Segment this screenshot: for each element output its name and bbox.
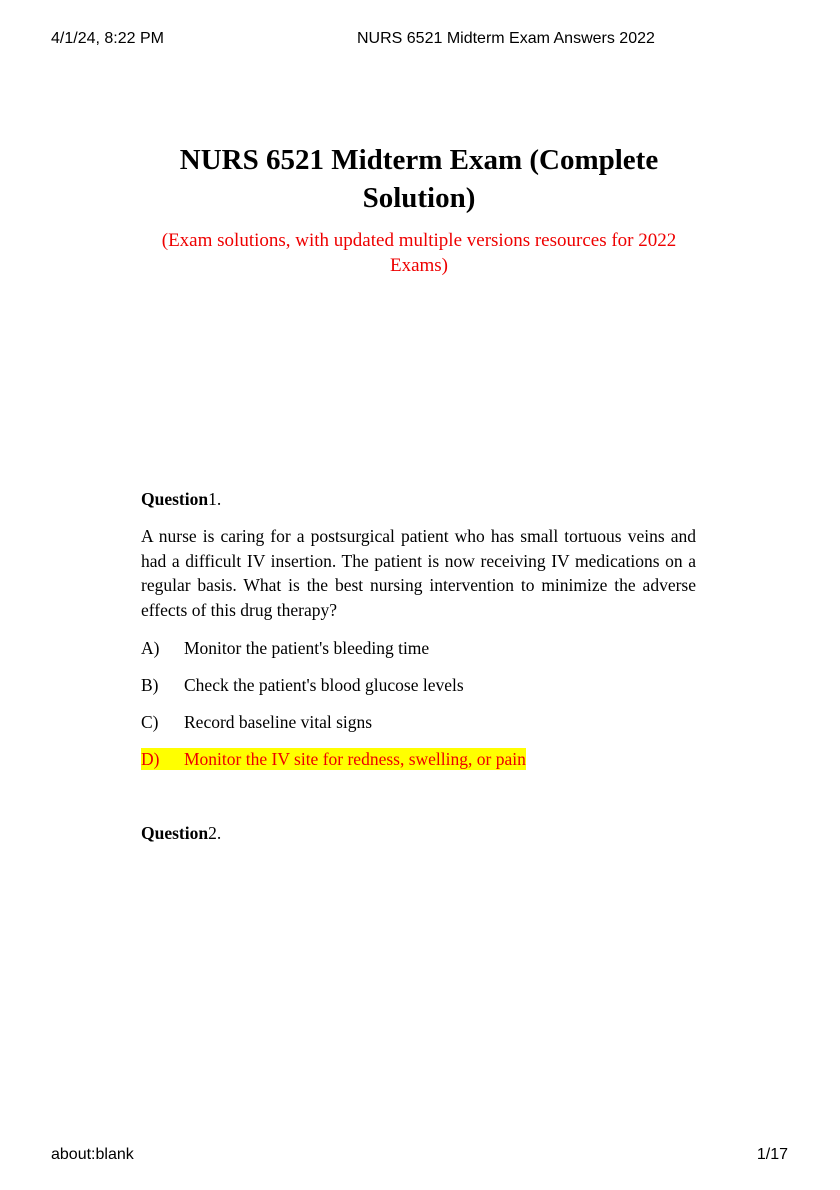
option-text: Monitor the IV site for redness, swelling, or pain bbox=[184, 749, 526, 769]
question-1-option-c bbox=[141, 711, 372, 733]
page-title: NURS 6521 Midterm Exam (Complete Solution) bbox=[179, 144, 659, 214]
print-footer-page-number: 1/17 bbox=[756, 1146, 788, 1163]
option-letter: C) bbox=[141, 712, 159, 732]
question-1-heading: Question1. bbox=[141, 489, 222, 509]
question-number: 1 bbox=[208, 489, 217, 509]
question-1-option-a bbox=[141, 637, 429, 659]
option-letter: D) bbox=[141, 749, 160, 769]
question-label: Question bbox=[141, 823, 209, 843]
question-number: 2 bbox=[208, 823, 217, 843]
option-letter: A) bbox=[141, 638, 160, 658]
question-1-option-b bbox=[141, 674, 464, 696]
print-header-title: NURS 6521 Midterm Exam Answers 2022 bbox=[357, 30, 655, 47]
option-text: Record baseline vital signs bbox=[184, 712, 373, 732]
print-footer-url: about:blank bbox=[51, 1146, 134, 1163]
question-1-option-d-correct-answer bbox=[141, 748, 526, 770]
question-2-heading: Question2. bbox=[141, 823, 222, 843]
option-text: Check the patient's blood glucose levels bbox=[184, 675, 464, 695]
option-letter: B) bbox=[141, 675, 159, 695]
question-1-text: A nurse is caring for a postsurgical patient who has small tortuous veins and had a difficult IV insertion. The patient is now receiving IV medications on a regular basis. What is the best nursing intervention to minimize the adverse effects of this drug therapy? bbox=[141, 526, 696, 620]
question-label: Question bbox=[141, 489, 209, 509]
page-subtitle: (Exam solutions, with updated multiple versions resources for 2022 Exams) bbox=[161, 230, 677, 276]
print-header-datetime: 4/1/24, 8:22 PM bbox=[51, 30, 164, 47]
option-text: Monitor the patient's bleeding time bbox=[184, 638, 430, 658]
